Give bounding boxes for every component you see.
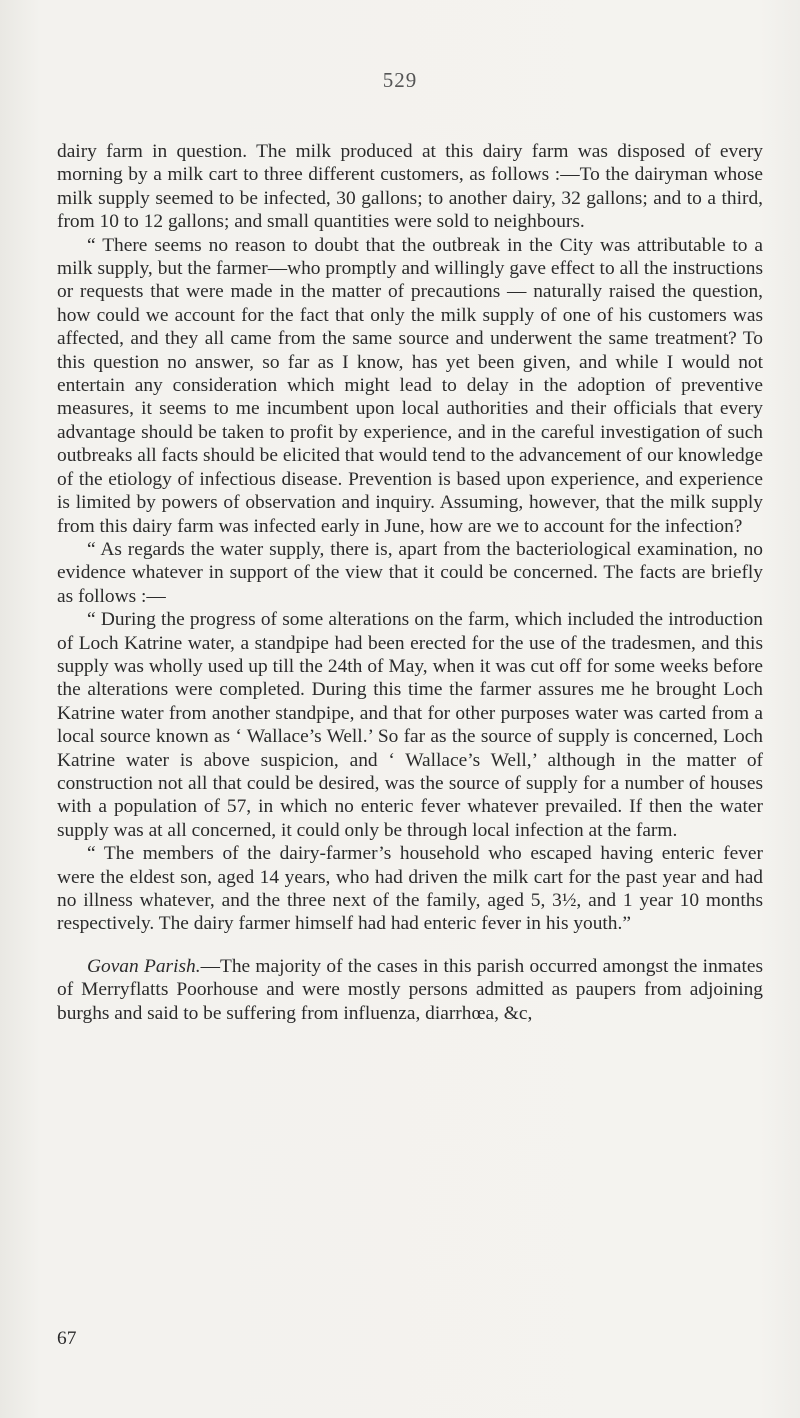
- body-text: [57, 140, 763, 1025]
- paragraph-4: “ During the progress of some alterations on the farm, which included the introduction of Loch Katrine water, a standpipe had been erected for the use of the tradesmen, and this supply was wholly used up till the 24th of May, when it was cut off for some weeks before the alterations were completed. During this time the farmer assures me he brought Loch Katrine water from another standpipe, and that for other purposes water was carted from a local source known as ‘ Wallace’s Well.’ So far as the source of supply is concerned, Loch Katrine water is above suspicion, and ‘ Wallace’s Well,’ although in the matter of construction not all that could be desired, was the source of supply for a number of houses with a population of 57, in which no enteric fever whatever prevailed. If then the water supply was at all concerned, it could only be through local infection at the farm.: [57, 609, 763, 841]
- govan-paragraph: [57, 955, 763, 1025]
- govan-heading: Govan Parish.: [87, 955, 201, 977]
- signature-mark: 67: [57, 1328, 77, 1349]
- paragraph-2: “ There seems no reason to doubt that the outbreak in the City was attributable to a milk supply, but the farmer—who promptly and willingly gave effect to all the instructions or requests that were made in the matter of precautions — naturally raised the question, how could we account for the fact that only the milk supply of one of his customers was affected, and they all came from the same source and underwent the same treatment? To this question no answer, so far as I know, has yet been given, and while I would not entertain any consideration which might lead to delay in the adoption of preventive measures, it seems to me incumbent upon local authorities and their officials that every advantage should be taken to profit by experience, and in the careful investigation of such outbreaks all facts should be elicited that would tend to the advancement of our knowledge of the etiology of infectious disease. Prevention is based upon experience, and experience is limited by powers of observation and inquiry. Assuming, however, that the milk supply from this dairy farm was infected early in June, how are we to account for the infection?: [57, 234, 763, 537]
- govan-body: —The majority of the cases in this parish occurred amongst the inmates of Merryflatts Poorhouse and were mostly persons admitted as paupers from adjoining burghs and said to be suffering from influenza, diarrhœa, &c,: [57, 955, 763, 1024]
- paragraph-5: “ The members of the dairy-farmer’s household who escaped having enteric fever were the eldest son, aged 14 years, who had driven the milk cart for the past year and had no illness whatever, and the three next of the family, aged 5, 3½, and 1 year 10 months respectively. The dairy farmer himself had had enteric fever in his youth.”: [57, 843, 763, 935]
- paragraph-3: “ As regards the water supply, there is, apart from the bacteriological examination, no evidence whatever in support of the view that it could be concerned. The facts are briefly as follows :—: [57, 538, 763, 607]
- paragraph-1: dairy farm in question. The milk produced at this dairy farm was disposed of every morning by a milk cart to three different customers, as follows :—To the dairyman whose milk supply seemed to be infected, 30 gallons; to another dairy, 32 gallons; and to a third, from 10 to 12 gallons; and small quantities were sold to neighbours.: [57, 141, 763, 233]
- page-number: 529: [382, 68, 418, 92]
